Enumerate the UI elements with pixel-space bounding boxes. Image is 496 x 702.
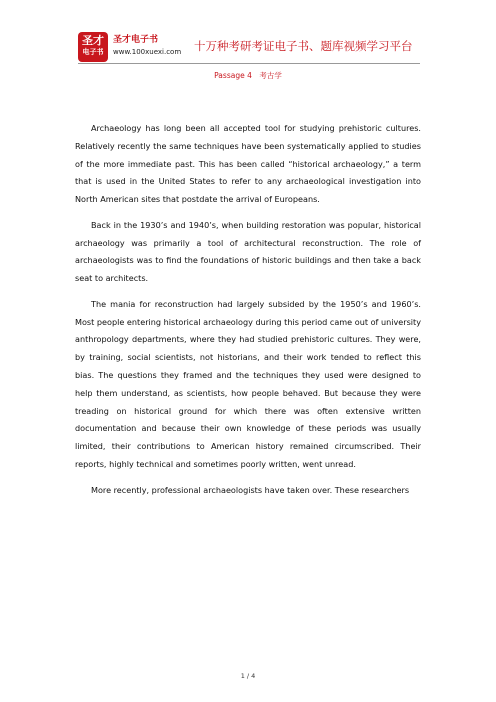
brand-name: 圣才电子书 <box>113 35 159 45</box>
page-number: 1 / 4 <box>240 672 256 680</box>
paragraph: Back in the 1930’s and 1940’s, when building restoration was popular, historical archaeology was primarily a tool of architectural reconstruction. The role of archaeologists was to find the foundations of historic buildings and then take a back seat to architects. <box>75 219 421 284</box>
paragraph: More recently, professional archaeologists have taken over. These researchers <box>91 484 410 495</box>
page-header <box>78 32 428 62</box>
brand-logo <box>78 32 108 62</box>
paragraph: The mania for reconstruction had largely subsided by the 1950’s and 1960’s. Most people entering historical archaeology during this period came out of university anthropology departments, where they had studied prehistoric cultures. They were, by training, social scientists, not historians, and their work tended to reflect this bias. The questions they framed and the techniques they used were designed to help them understand, as scientists, how people behaved. But because they were treading on historical ground for which there was often extensive written documentation and because their own knowledge of these periods was usually limited, their contributions to American history remained circumscribed. Their reports, highly technical and sometimes poorly written, went unread. <box>75 298 421 469</box>
logo-line-2: 电子书 <box>82 48 104 56</box>
passage-body <box>75 120 421 507</box>
brand-url: www.100xuexi.com <box>113 48 182 56</box>
paragraph: Archaeology has long been all accepted tool for studying prehistoric cultures. Relatively recently the same techniques have been systematically applied to studies of the more immediate past. This has been called “historical archaeology,” a term that is used in the United States to refer to any archaeological investigation into North American sites that postdate the arrival of Europeans. <box>75 123 421 205</box>
passage-title: Passage 4 考古学 <box>214 71 282 80</box>
header-slogan: 十万种考研考证电子书、题库视频学习平台 <box>194 39 413 53</box>
header-divider <box>78 63 420 64</box>
logo-line-1: 圣才 <box>82 34 104 47</box>
